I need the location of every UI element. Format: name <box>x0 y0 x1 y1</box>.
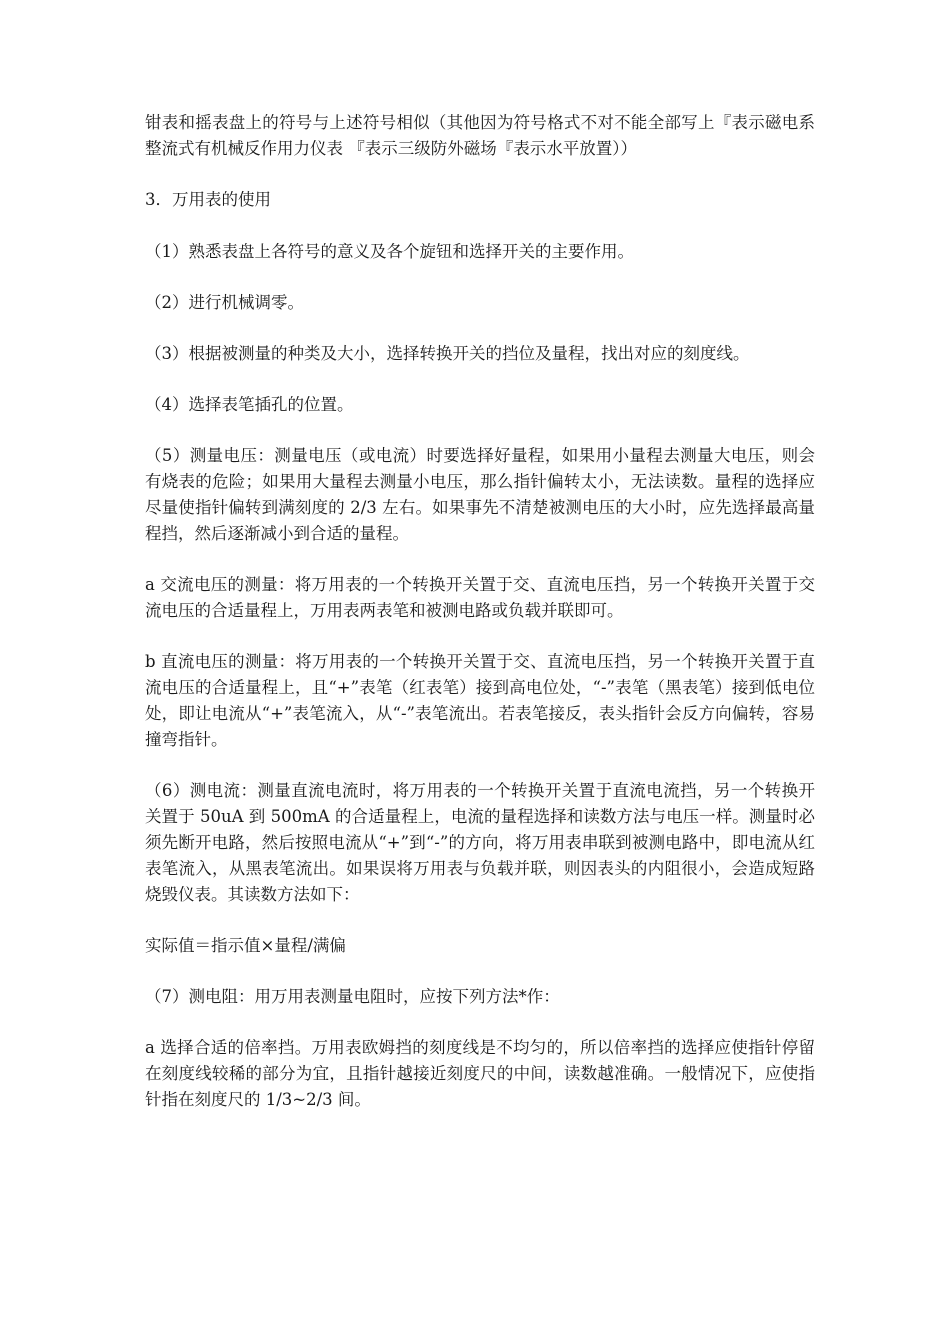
paragraph-step-6-current: （6）测电流：测量直流电流时，将万用表的一个转换开关置于直流电流挡，另一个转换开关置于 50uA 到 500mA 的合适量程上，电流的量程选择和读数方法与电压一样。测量时必须先断开电路，然后按照电流从“+”到“-”的方向，将万用表串联到被测电路中，即电流从红表笔流入，从黑表笔流出。如果误将万用表与负载并联，则因表头的内阻很小，会造成短路烧毁仪表。其读数方法如下： <box>145 781 815 904</box>
paragraph-step-1: （1）熟悉表盘上各符号的意义及各个旋钮和选择开关的主要作用。 <box>145 242 634 261</box>
paragraph-step-7-resistance: （7）测电阻：用万用表测量电阻时，应按下列方法*作： <box>145 987 560 1006</box>
paragraph-formula: 实际值＝指示值×量程/满偏 <box>145 936 346 955</box>
paragraph-step-4: （4）选择表笔插孔的位置。 <box>145 395 354 414</box>
paragraph-step-2: （2）进行机械调零。 <box>145 293 304 312</box>
paragraph-step-5-voltage: （5）测量电压：测量电压（或电流）时要选择好量程，如果用小量程去测量大电压，则会有烧表的危险；如果用大量程去测量小电压，那么指针偏转太小，无法读数。量程的选择应尽量使指针偏转到满刻度的 2/3 左右。如果事先不清楚被测电压的大小时，应先选择最高量程挡，然后逐渐减小到合适的量程。 <box>145 446 815 543</box>
paragraph-dc-voltage: b 直流电压的测量：将万用表的一个转换开关置于交、直流电压挡，另一个转换开关置于直流电压的合适量程上，且“+”表笔（红表笔）接到高电位处，“-”表笔（黑表笔）接到低电位处，即让电流从“+”表笔流入，从“-”表笔流出。若表笔接反，表头指针会反方向偏转，容易撞弯指针。 <box>145 652 815 749</box>
paragraph-ac-voltage: a 交流电压的测量：将万用表的一个转换开关置于交、直流电压挡，另一个转换开关置于交流电压的合适量程上，万用表两表笔和被测电路或负载并联即可。 <box>145 575 815 620</box>
paragraph-symbol-note: 钳表和摇表盘上的符号与上述符号相似（其他因为符号格式不对不能全部写上『表示磁电系整流式有机械反作用力仪表 『表示三级防外磁场『表示水平放置）） <box>145 113 815 158</box>
document-page <box>145 110 815 1138</box>
paragraph-step-3: （3）根据被测量的种类及大小，选择转换开关的挡位及量程，找出对应的刻度线。 <box>145 344 750 363</box>
section-heading-multimeter-use: 3．万用表的使用 <box>145 190 271 209</box>
paragraph-range-selection: a 选择合适的倍率挡。万用表欧姆挡的刻度线是不均匀的，所以倍率挡的选择应使指针停留在刻度线较稀的部分为宜，且指针越接近刻度尺的中间，读数越准确。一般情况下，应使指针指在刻度尺的 1/3~2/3 间。 <box>145 1038 815 1109</box>
